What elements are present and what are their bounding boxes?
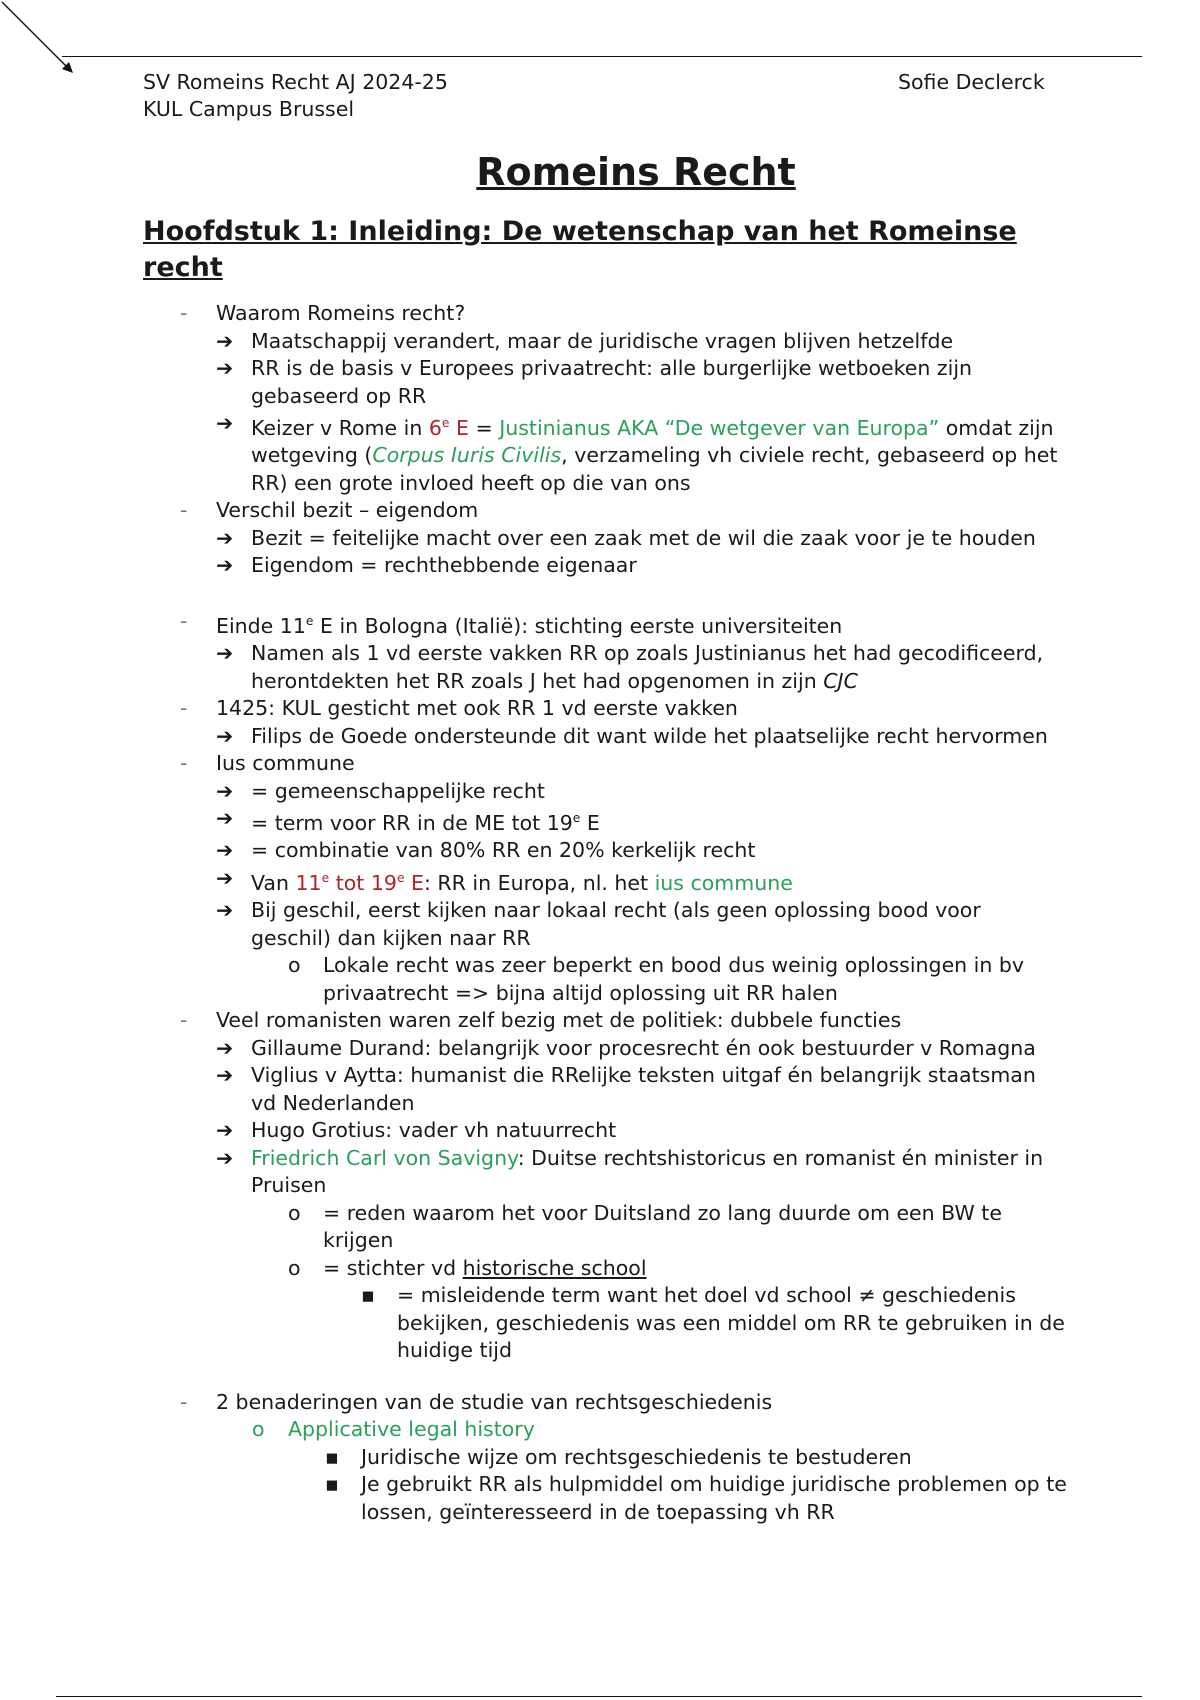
circle-bullet-icon: o [288,953,301,978]
savigny-highlight: Friedrich Carl von Savigny [251,1145,518,1170]
list-item: ➔ = combinatie van 80% RR en 20% kerkelijk recht [0,837,1200,865]
list-item: ▪ Je gebruikt RR als hulpmiddel om huidige juridische problemen op te lossen, geïnteresseerd in de toepassing vh RR [325,1472,1067,1524]
corner-arrow-icon [0,0,80,80]
dash-bullet-icon: - [180,751,188,776]
list-item: - 2 benaderingen van de studie van rechtsgeschiedenis [0,1389,1200,1417]
list-item: ➔ RR is de basis v Europees privaatrecht: alle burgerlijke wetboeken zijn gebaseerd op RR [216,356,973,408]
campus-name: KUL Campus Brussel [143,97,355,121]
list-item: o = reden waarom het voor Duitsland zo lang duurde om een BW te krijgen [288,1200,1002,1253]
list-item: - 1425: KUL gesticht met ook RR 1 vd eerste vakken [0,695,1200,723]
ius-commune-highlight: ius commune [654,870,793,895]
arrow-bullet-icon: ➔ [216,865,234,890]
list-item: ➔ Maatschappij verandert, maar de juridische vragen blijven hetzelfde [0,328,1200,356]
dash-bullet-icon: - [180,1008,188,1033]
list-item: ➔ Bij geschil, eerst kijken naar lokaal recht (als geen oplossing bood voor geschil) dan kijken naar RR [216,898,981,950]
chapter-heading-line-2: recht [143,252,223,283]
square-bullet-icon: ▪ [325,1472,339,1497]
list-item: ▪ = misleidende term want het doel vd school ≠ geschiedenis bekijken, geschiedenis was een middel om RR te gebruiken in de huidige tijd [361,1283,1065,1363]
header-rule [62,56,1142,57]
list-item: ➔ Van 11e tot 19e E: RR in Europa, nl. het ius commune [216,865,793,895]
arrow-bullet-icon: ➔ [216,1035,234,1060]
list-item: ▪ Juridische wijze om rechtsgeschiedenis te bestuderen [0,1444,1200,1472]
list-item: ➔ Eigendom = rechthebbende eigenaar [0,552,1200,580]
list-item [0,1416,1200,1444]
arrow-bullet-icon: ➔ [216,525,234,550]
list-item: ➔ Friedrich Carl von Savigny: Duitse rechtshistoricus en romanist én minister in Pruisen [216,1145,1044,1198]
circle-bullet-icon: o [252,1417,265,1442]
arrow-bullet-icon: ➔ [216,898,234,923]
arrow-bullet-icon: ➔ [216,723,234,748]
arrow-bullet-icon: ➔ [216,1063,234,1088]
arrow-bullet-icon: ➔ [216,411,234,435]
author-name: Sofie Declerck [898,70,1045,94]
list-item: ➔ Bezit = feitelijke macht over een zaak met de wil die zaak voor je te houden [0,525,1200,553]
list-item: ➔ Keizer v Rome in 6e E = Justinianus AKA “De wetgever van Europa” omdat zijn wetgeving (Corpus Iuris Civilis, verzameling vh civiele recht, gebaseerd op het RR) een grote invloed heeft op die van ons [216,411,1058,495]
square-bullet-icon: ▪ [325,1444,339,1469]
list-item: ➔ = term voor RR in de ME tot 19e E [216,806,600,835]
arrow-bullet-icon: ➔ [216,356,234,380]
dash-bullet-icon: - [180,608,188,633]
dash-bullet-icon: - [180,301,188,325]
list-item: - Waarom Romeins recht? [0,300,1200,328]
list-item: o Lokale recht was zeer beperkt en bood dus weinig oplossingen in bv privaatrecht => bijna altijd oplossing uit RR halen [288,953,1025,1005]
arrow-bullet-icon: ➔ [216,1118,234,1143]
square-bullet-icon: ▪ [361,1283,375,1308]
arrow-bullet-icon: ➔ [216,553,234,578]
arrow-bullet-icon: ➔ [216,641,234,666]
list-item: - Veel romanisten waren zelf bezig met de politiek: dubbele functies [0,1007,1200,1035]
footer-rule [56,1696,1142,1697]
header-left [143,69,448,123]
list-item: o = stichter vd historische school [0,1255,1200,1283]
list-item: ➔ Namen als 1 vd eerste vakken RR op zoals Justinianus het had gecodificeerd, herontdekten het RR zoals J het had opgenomen in zijn CJC [216,641,1044,693]
dash-bullet-icon: - [180,696,188,721]
document-title: Romeins Recht [476,150,796,194]
arrow-bullet-icon: ➔ [216,328,234,353]
corpus-iuris-highlight: Corpus Iuris Civilis [372,443,562,468]
circle-bullet-icon: o [288,1255,301,1280]
arrow-bullet-icon: ➔ [216,1145,234,1170]
arrow-bullet-icon: ➔ [216,838,234,863]
list-item: ➔ Hugo Grotius: vader vh natuurrecht [0,1117,1200,1145]
chapter-heading [143,214,1143,286]
list-item: - Verschil bezit – eigendom [0,497,1200,525]
notes-body [0,300,1200,1526]
dash-bullet-icon: - [180,498,188,523]
list-item: ➔ = gemeenschappelijke recht [0,778,1200,806]
list-item: ➔ Viglius v Aytta: humanist die RRelijke teksten uitgaf én belangrijk staatsman vd Nederlanden [216,1063,1036,1115]
list-item: ➔ Gillaume Durand: belangrijk voor procesrecht én ook bestuurder v Romagna [0,1035,1200,1063]
arrow-bullet-icon: ➔ [216,806,234,831]
list-item: - Ius commune [0,750,1200,778]
circle-bullet-icon: o [288,1200,301,1225]
course-name: SV Romeins Recht AJ 2024-25 [143,70,448,94]
dash-bullet-icon: - [180,1389,188,1414]
arrow-bullet-icon: ➔ [216,778,234,803]
list-item: ➔ Filips de Goede ondersteunde dit want wilde het plaatselijke recht hervormen [0,723,1200,751]
chapter-heading-line-1: Hoofdstuk 1: Inleiding: De wetenschap van het Romeinse [143,216,1017,247]
applicative-legal-history-highlight: Applicative legal history [288,1417,535,1442]
list-item: - Einde 11e E in Bologna (Italië): stichting eerste universiteiten [180,608,843,638]
justinianus-highlight: Justinianus AKA “De wetgever van Europa” [499,415,940,440]
